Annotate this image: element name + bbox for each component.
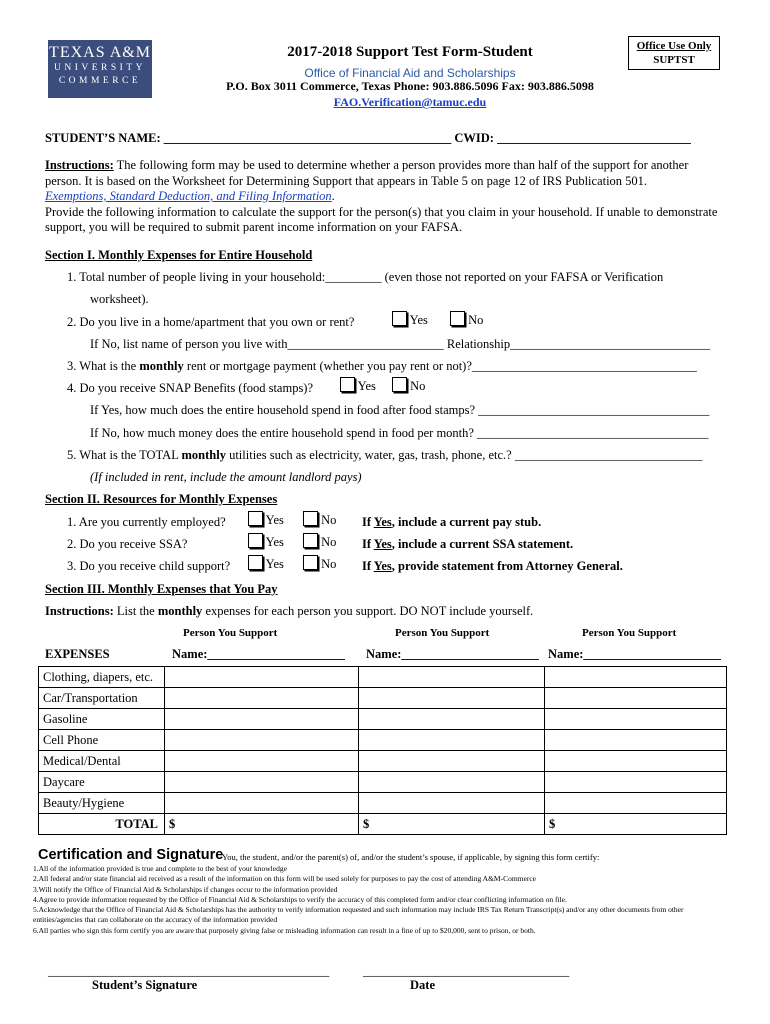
logo-line3: COMMERCE <box>58 76 142 86</box>
s2-q2-ssa: 2. Do you receive SSA? <box>67 537 188 551</box>
total-label: TOTAL <box>39 814 165 835</box>
expense-cell[interactable] <box>359 772 545 793</box>
office-use-code: SUPTST <box>653 54 695 66</box>
expense-cell[interactable] <box>359 730 545 751</box>
q4-yes-label: Yes <box>357 379 376 393</box>
total-cell-1[interactable]: $ <box>165 814 359 835</box>
expense-cell[interactable] <box>165 730 359 751</box>
person-col3-header: Person You Support <box>582 627 677 639</box>
section3-instructions: Instructions: List the monthly expenses for each person you support. DO NOT include yourself. <box>45 604 534 618</box>
date-line[interactable]: _________________________________ <box>363 964 570 978</box>
expense-cell[interactable] <box>545 751 727 772</box>
expense-cell[interactable] <box>545 772 727 793</box>
s2-q3-no-option[interactable]: No <box>303 555 336 572</box>
s2-q1-no-checkbox[interactable] <box>303 511 318 526</box>
s2-q2-no-checkbox[interactable] <box>303 533 318 548</box>
person2-name-field[interactable]: Name:______________________ <box>366 647 539 661</box>
expense-label: Clothing, diapers, etc. <box>39 667 165 688</box>
expense-cell[interactable] <box>545 793 727 814</box>
q4-food-per-month[interactable]: If No, how much money does the entire household spend in food per month? _____________________________________ <box>90 426 709 440</box>
instructions-text: The following form may be used to determine whether a person provides more than half of the support for another person. It is based on the Worksheet for Determining Support that appears in Table 5 on page 12 of IRS Publication 501. <box>45 158 689 188</box>
certification-heading: Certification and Signature <box>38 847 224 863</box>
q2-no-option[interactable] <box>450 311 483 328</box>
q2-yes-label: Yes <box>409 313 428 327</box>
list-item: 6.All parties who sign this form certify you are aware that purposely giving false or misleading information can result in a fine of up to $20,000, sent to prison, or both. <box>33 925 536 935</box>
person1-name-field[interactable]: Name:______________________ <box>172 647 345 661</box>
form-title: 2017-2018 Support Test Form-Student <box>287 44 533 60</box>
list-item: 5.Acknowledge that the Office of Financial Aid & Scholarships has the authority to verify information requested and such information may include IRS Tax Return Transcript(s) and/or any other documents from other entities/agencies that can collaborate on the accuracy of the information provided <box>33 905 684 925</box>
q1-continued: worksheet). <box>90 292 149 306</box>
expense-cell[interactable] <box>165 688 359 709</box>
s2-q2-note: If Yes, include a current SSA statement. <box>362 537 574 551</box>
s2-q3-no-checkbox[interactable] <box>303 555 318 570</box>
s2-q2-yes-checkbox[interactable] <box>248 533 263 548</box>
instructions-text-2: Provide the following information to calculate the support for the person(s) that you claim in your household. If unable to demonstrate support, you will be required to submit parent income information on your FAFSA. <box>45 204 718 234</box>
expense-cell[interactable] <box>359 709 545 730</box>
certification-list <box>33 864 733 936</box>
table-row <box>39 772 727 793</box>
q4-snap-benefits: 4. Do you receive SNAP Benefits (food stamps)? <box>67 381 314 395</box>
expense-cell[interactable] <box>359 667 545 688</box>
expense-label: Gasoline <box>39 709 165 730</box>
s2-q3-child-support: 3. Do you receive child support? <box>67 559 231 573</box>
q4-food-after-stamps[interactable]: If Yes, how much does the entire household spend in food after food stamps? _____________________________________ <box>90 403 710 417</box>
list-item: 2.All federal and/or state financial aid received as a result of the information on this form will be used solely for purposes to pay the cost of attending A&M-Commerce <box>33 874 536 884</box>
q2-live-with-field[interactable]: If No, list name of person you live with_________________________ Relationship________________________________ <box>90 337 711 351</box>
table-row <box>39 793 727 814</box>
s2-q2-no-option[interactable]: No <box>303 533 336 550</box>
expense-label: Cell Phone <box>39 730 165 751</box>
expense-cell[interactable] <box>359 688 545 709</box>
expense-cell[interactable] <box>165 772 359 793</box>
section2-title: Section II. Resources for Monthly Expenses <box>45 492 278 506</box>
table-row <box>39 667 727 688</box>
expense-label: Daycare <box>39 772 165 793</box>
office-name: Office of Financial Aid and Scholarships <box>304 66 516 80</box>
q2-no-label: No <box>468 313 484 327</box>
q3-rent-payment[interactable]: 3. What is the monthly rent or mortgage payment (whether you pay rent or not)?____________________________________ <box>67 359 697 373</box>
student-signature-label: Student’s Signature <box>92 978 198 992</box>
s2-q3-note: If Yes, provide statement from Attorney General. <box>362 559 623 573</box>
person-col2-header: Person You Support <box>395 627 490 639</box>
expense-cell[interactable] <box>359 751 545 772</box>
expense-label: Medical/Dental <box>39 751 165 772</box>
q2-yes-checkbox[interactable] <box>392 311 407 326</box>
s2-q1-note: If Yes, include a current pay stub. <box>362 515 542 529</box>
person3-name-field[interactable]: Name:______________________ <box>548 647 721 661</box>
section1-title: Section I. Monthly Expenses for Entire Household <box>45 248 313 262</box>
s2-q1-yes-checkbox[interactable] <box>248 511 263 526</box>
instructions-block: Instructions: The following form may be used to determine whether a person provides more than half of the support for another person. It is based on the Worksheet for Determining Support that appears in Table 5 on page 12 of IRS Publication 501. Exemptions, Standard Deduction, and Filing Information. Provide the following information to calculate the support for the person(s) that you claim in your household. If unable to demonstrate support, you will be required to submit parent income information on your FAFSA. <box>45 158 718 234</box>
s2-q1-no-option[interactable]: No <box>303 511 336 528</box>
expenses-table <box>38 666 727 835</box>
university-logo <box>48 40 152 98</box>
total-row <box>39 814 727 835</box>
certification-subtext: You, the student, and/or the parent(s) of, and/or the student’s spouse, if applicable, by signing this form certify: <box>222 852 600 862</box>
s2-q1-employed: 1. Are you currently employed? <box>67 515 226 529</box>
table-row <box>39 709 727 730</box>
table-row <box>39 730 727 751</box>
expense-cell[interactable] <box>545 667 727 688</box>
q4-no-option[interactable] <box>392 377 425 394</box>
s2-q2-yes-option[interactable]: Yes <box>248 533 284 550</box>
student-name-cwid-field[interactable]: STUDENT’S NAME: ______________________________________________ CWID: _______________________________ <box>45 131 691 145</box>
table-row <box>39 688 727 709</box>
logo-line1: TEXAS A&M <box>49 44 151 61</box>
expense-cell[interactable] <box>165 667 359 688</box>
office-use-label: Office Use Only <box>636 40 712 52</box>
expense-cell[interactable] <box>359 793 545 814</box>
q2-no-checkbox[interactable] <box>450 311 465 326</box>
expense-cell[interactable] <box>545 730 727 751</box>
section3-title: Section III. Monthly Expenses that You Pay <box>45 582 278 596</box>
expense-label: Beauty/Hygiene <box>39 793 165 814</box>
date-label: Date <box>410 978 435 992</box>
person-col1-header: Person You Support <box>183 627 278 639</box>
logo-line2: UNIVERSITY <box>54 63 146 73</box>
total-cell-2[interactable]: $ <box>359 814 545 835</box>
expense-cell[interactable] <box>545 709 727 730</box>
q4-no-label: No <box>410 379 426 393</box>
total-cell-3[interactable]: $ <box>545 814 727 835</box>
office-address: P.O. Box 3011 Commerce, Texas Phone: 903.886.5096 Fax: 903.886.5098 <box>226 79 594 93</box>
q2-own-or-rent: 2. Do you live in a home/apartment that you own or rent? <box>67 315 355 329</box>
office-email-link[interactable]: FAO.Verification@tamuc.edu <box>333 95 487 109</box>
expense-label: Car/Transportation <box>39 688 165 709</box>
expense-cell[interactable] <box>165 751 359 772</box>
list-item: 3.Will notify the Office of Financial Aid & Scholarships if changes occur to the information provided <box>33 884 338 894</box>
expense-cell[interactable] <box>545 688 727 709</box>
q1-household-count[interactable]: 1. Total number of people living in your household:_________ (even those not reported on your FAFSA or Verification <box>67 270 664 284</box>
s2-q3-yes-checkbox[interactable] <box>248 555 263 570</box>
q4-yes-checkbox[interactable] <box>340 377 355 392</box>
q4-yes-option[interactable] <box>340 377 376 394</box>
q2-yes-option[interactable] <box>392 311 428 328</box>
q5-utilities[interactable]: 5. What is the TOTAL monthly utilities such as electricity, water, gas, trash, phone, etc.? ______________________________ <box>67 448 703 462</box>
list-item: 1.All of the information provided is true and complete to the best of your knowledge <box>33 864 287 873</box>
s2-q1-yes-option[interactable]: Yes <box>248 511 284 528</box>
expense-cell[interactable] <box>165 709 359 730</box>
list-item: 4.Agree to provide information requested by the Office of Financial Aid & Scholarships to verify the accuracy of this completed form and/or clear conflicting information on file. <box>33 894 567 904</box>
student-signature-line[interactable]: _____________________________________________ <box>48 964 330 978</box>
irs-publication-link[interactable]: Exemptions, Standard Deduction, and Filing Information <box>45 189 332 203</box>
expenses-label: EXPENSES <box>45 647 110 661</box>
s2-q3-yes-option[interactable]: Yes <box>248 555 284 572</box>
q4-no-checkbox[interactable] <box>392 377 407 392</box>
expense-cell[interactable] <box>165 793 359 814</box>
q5-note: (If included in rent, include the amount landlord pays) <box>90 470 362 484</box>
table-row <box>39 751 727 772</box>
instructions-label: Instructions: <box>45 158 114 172</box>
